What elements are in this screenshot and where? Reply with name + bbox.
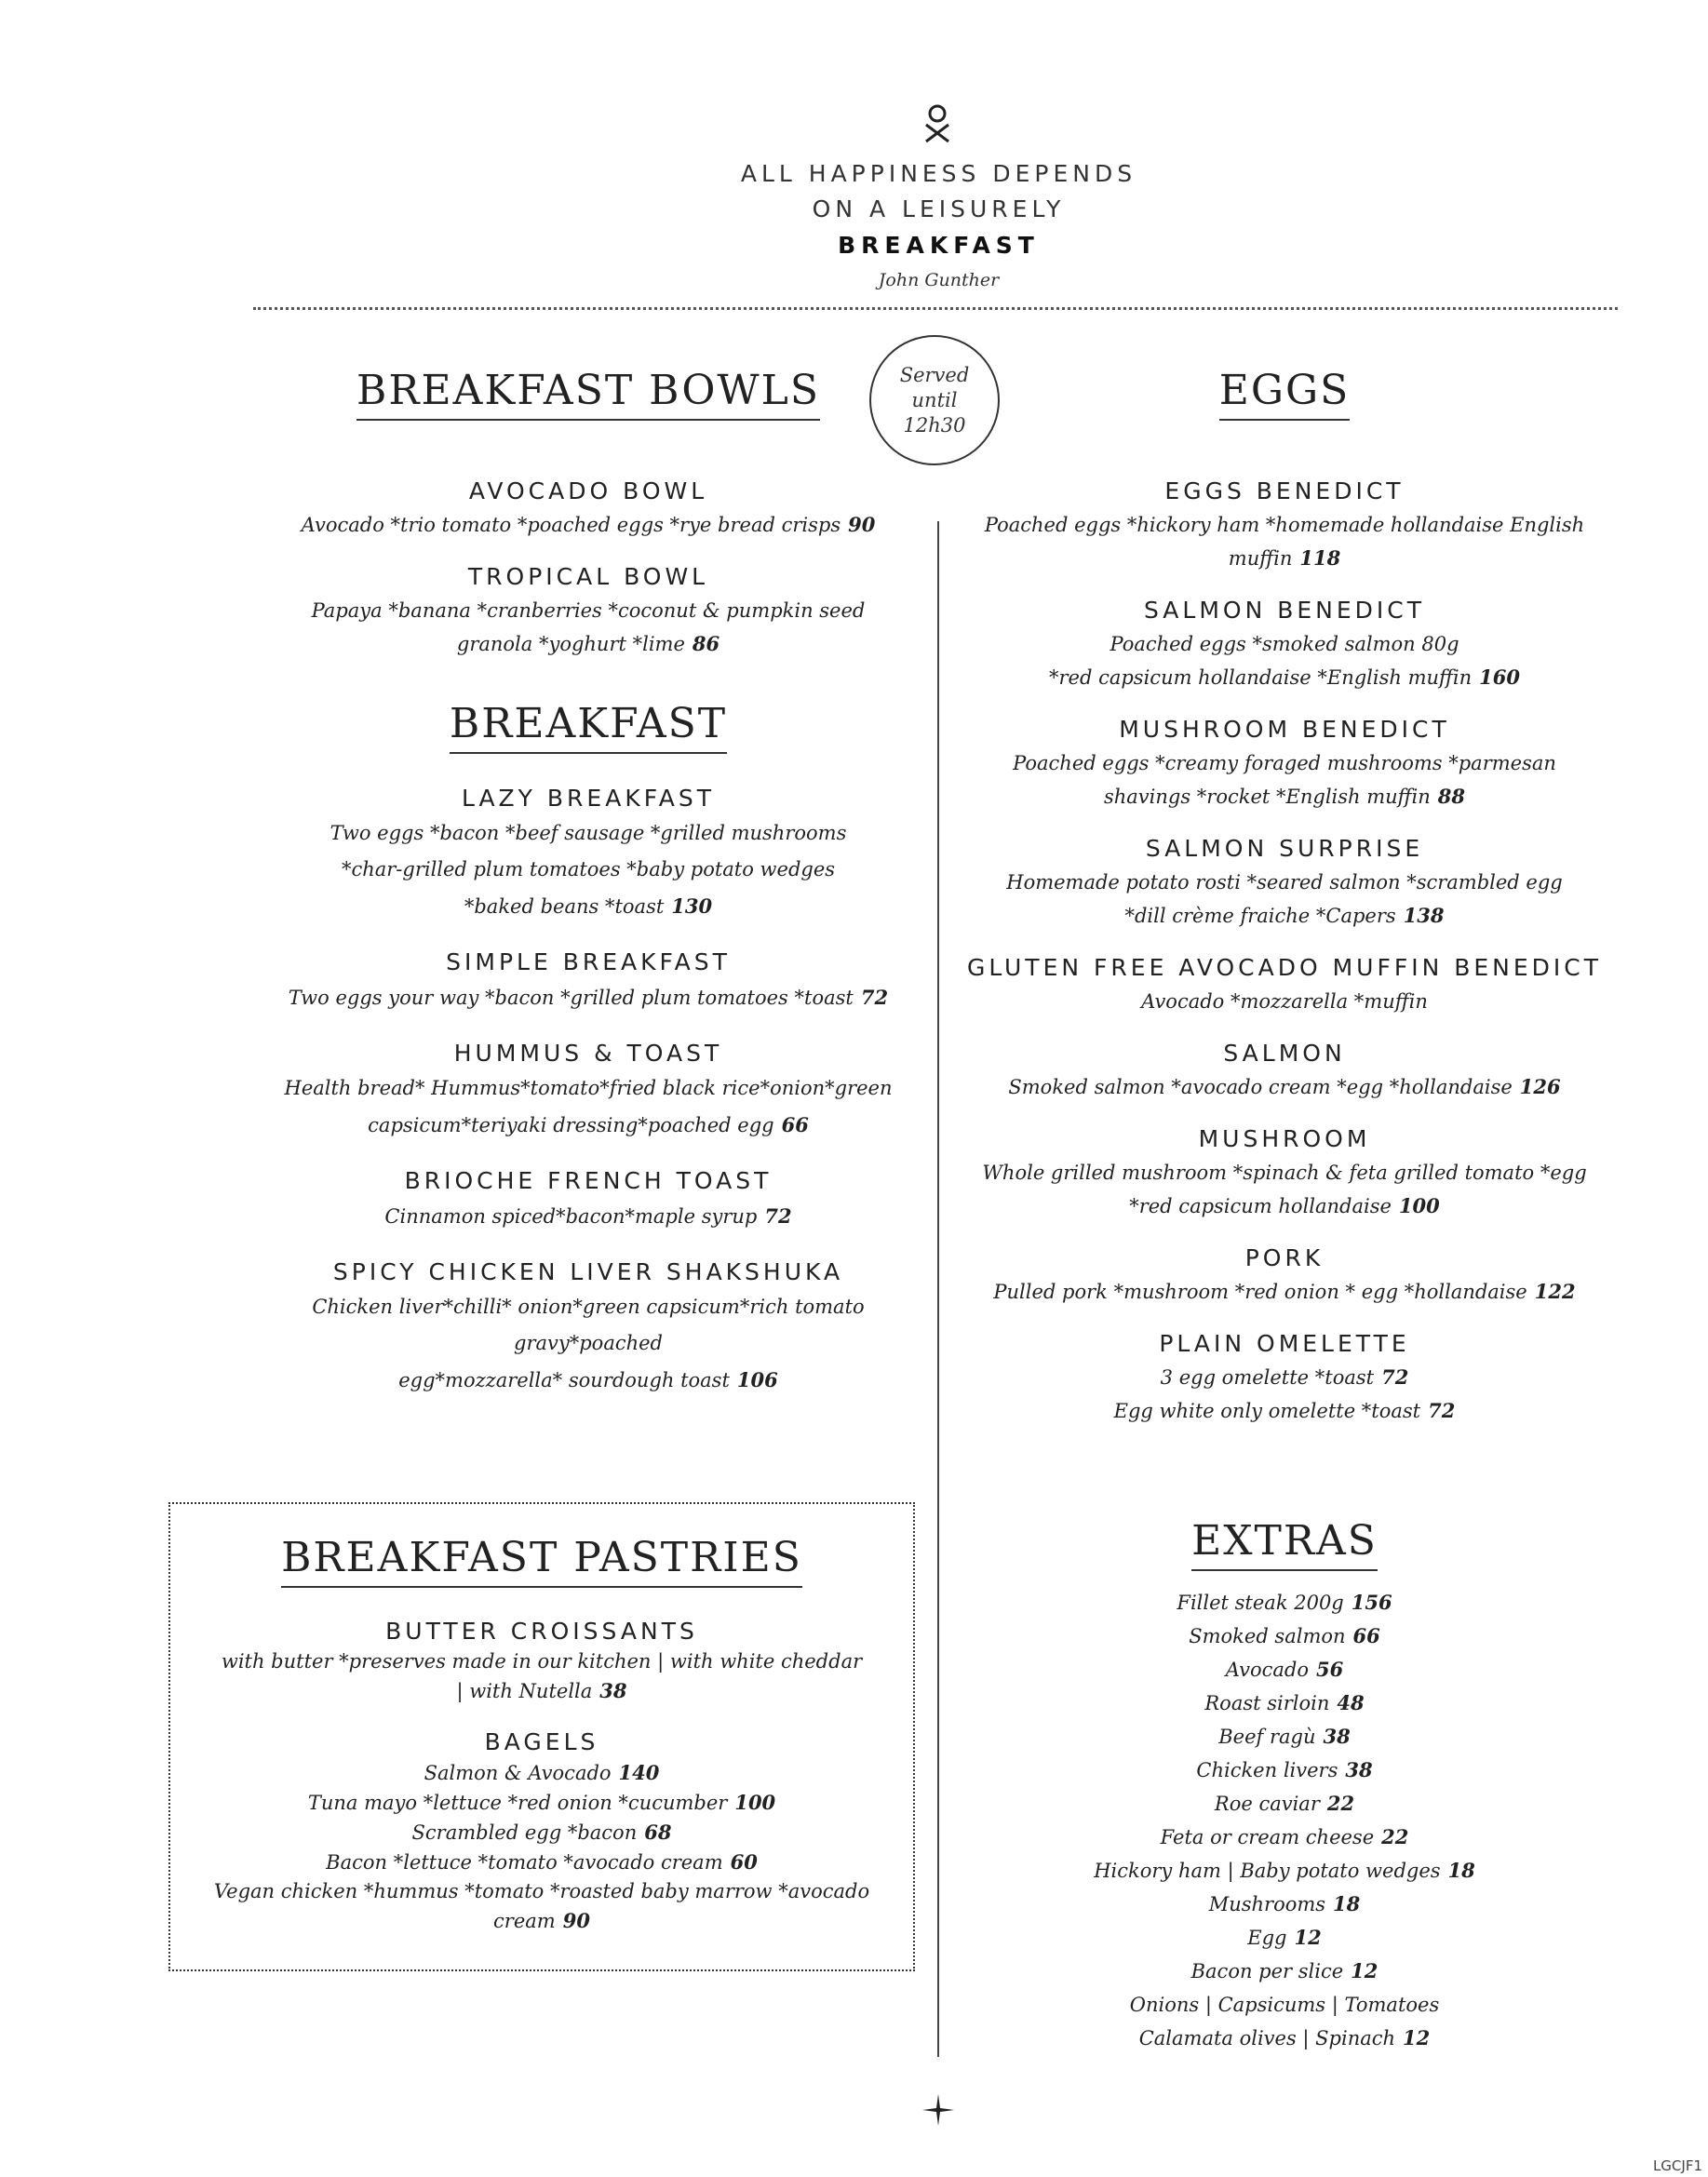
item-price: 72 xyxy=(1428,1399,1456,1422)
star-ornament-icon xyxy=(922,2094,954,2126)
extra-item: Bacon per slice 12 xyxy=(1190,1959,1379,1982)
item-price: 100 xyxy=(734,1791,776,1814)
item-price: 56 xyxy=(1315,1658,1344,1681)
pastries-list xyxy=(186,1616,897,1956)
item-price: 22 xyxy=(1381,1825,1409,1848)
item-name: SALMON SURPRISE xyxy=(1145,835,1424,862)
item-description: Egg white only omelette *toast 72 xyxy=(1113,1399,1456,1422)
item-price: 118 xyxy=(1299,546,1341,570)
item-price: 100 xyxy=(1398,1194,1440,1217)
badge-line: 12h30 xyxy=(903,413,966,437)
section-extras: EXTRAS xyxy=(949,1521,1620,1571)
badge-line: Served xyxy=(899,363,970,386)
item-description: Tuna mayo *lettuce *red onion *cucumber 100 xyxy=(307,1791,776,1814)
menu-item xyxy=(949,475,1620,575)
item-description: Papaya *banana *cranberries *coconut & pumpkin seed xyxy=(311,599,866,622)
item-description: capsicum*teriyaki dressing*poached egg 66 xyxy=(368,1113,809,1136)
item-price: 86 xyxy=(692,632,720,655)
item-name: GLUTEN FREE AVOCADO MUFFIN BENEDICT xyxy=(966,954,1603,981)
menu-item xyxy=(244,475,933,542)
item-name: SALMON xyxy=(1223,1040,1346,1067)
menu-item xyxy=(949,1037,1620,1104)
quote-line-2: ON A LEISURELY xyxy=(812,195,1066,222)
item-description: *dill crème fraiche *Capers 138 xyxy=(1124,904,1445,927)
item-description: Bacon *lettuce *tomato *avocado cream 60 xyxy=(326,1850,758,1874)
header-divider xyxy=(253,307,1618,310)
quote-line-1: ALL HAPPINESS DEPENDS xyxy=(740,160,1137,187)
item-price: 138 xyxy=(1403,904,1445,927)
extra-item: Smoked salmon 66 xyxy=(1189,1624,1380,1647)
item-description: Two eggs your way *bacon *grilled plum tomatoes *toast 72 xyxy=(288,986,889,1009)
item-description: Two eggs *bacon *beef sausage *grilled mushrooms xyxy=(329,822,847,844)
menu-item xyxy=(949,1327,1620,1428)
item-price: 38 xyxy=(1345,1758,1373,1781)
menu-item xyxy=(244,1037,933,1144)
item-description: Poached eggs *hickory ham *homemade hollandaise English muffin 118 xyxy=(984,514,1585,570)
item-description: Smoked salmon *avocado cream *egg *hollandaise 126 xyxy=(1008,1075,1561,1098)
item-description: *red capsicum hollandaise *English muffin 160 xyxy=(1049,665,1520,689)
item-price: 72 xyxy=(1381,1365,1409,1389)
item-name: MUSHROOM BENEDICT xyxy=(1119,716,1450,743)
item-description: egg*mozzarella* sourdough toast 106 xyxy=(398,1368,778,1391)
item-description: Vegan chicken *hummus *tomato *roasted baby marrow *avocado xyxy=(213,1880,870,1902)
badge-line: until xyxy=(911,388,958,411)
item-name: MUSHROOM xyxy=(1198,1125,1371,1152)
item-description: Whole grilled mushroom *spinach & feta grilled tomato *egg xyxy=(982,1162,1587,1184)
section-breakfast: BREAKFAST xyxy=(244,704,933,754)
item-price: 38 xyxy=(599,1679,627,1702)
item-price: 160 xyxy=(1479,665,1520,689)
extra-item: Avocado 56 xyxy=(1225,1658,1344,1681)
item-description: Poached eggs *creamy foraged mushrooms *parmesan xyxy=(1013,752,1556,774)
extra-item: Roast sirloin 48 xyxy=(1204,1691,1365,1714)
menu-item xyxy=(244,1164,933,1235)
item-name: PORK xyxy=(1244,1244,1325,1271)
item-price: 66 xyxy=(1352,1624,1380,1647)
extra-item: Chicken livers 38 xyxy=(1196,1758,1373,1781)
item-description: *baked beans *toast 130 xyxy=(464,894,713,918)
item-name: BAGELS xyxy=(484,1728,599,1755)
item-price: 90 xyxy=(848,513,876,536)
menu-item xyxy=(949,1122,1620,1223)
item-price: 48 xyxy=(1337,1691,1365,1714)
item-description: with butter *preserves made in our kitchen | with white cheddar xyxy=(221,1650,863,1673)
menu-item xyxy=(949,951,1620,1018)
item-description: Poached eggs *smoked salmon 80g xyxy=(1110,633,1459,655)
extra-item: Fillet steak 200g 156 xyxy=(1177,1591,1392,1614)
item-price: 18 xyxy=(1333,1892,1361,1915)
item-name: EGGS BENEDICT xyxy=(1164,477,1405,504)
item-price: 156 xyxy=(1351,1591,1392,1614)
quote-line-3: BREAKFAST xyxy=(838,232,1040,259)
menu-item xyxy=(949,1242,1620,1309)
extras-list xyxy=(1005,1586,1564,2055)
served-until-badge xyxy=(869,335,1000,465)
extra-item: Beef ragù 38 xyxy=(1218,1725,1351,1748)
section-eggs: EGGS xyxy=(949,370,1620,421)
item-price: 72 xyxy=(764,1204,792,1228)
item-price: 72 xyxy=(860,986,889,1009)
item-price: 122 xyxy=(1534,1280,1576,1303)
item-name: BRIOCHE FRENCH TOAST xyxy=(404,1167,773,1194)
menu-item xyxy=(244,782,933,925)
breakfast-bowls-list xyxy=(244,475,933,679)
item-description: Scrambled egg *bacon 68 xyxy=(411,1821,672,1844)
extra-item: Feta or cream cheese 22 xyxy=(1160,1825,1409,1848)
item-name: TROPICAL BOWL xyxy=(467,563,709,590)
item-price: 12 xyxy=(1351,1959,1379,1982)
item-description: *red capsicum hollandaise 100 xyxy=(1129,1194,1440,1217)
item-description: cream 90 xyxy=(493,1909,590,1932)
item-description: Avocado *trio tomato *poached eggs *rye bread crisps 90 xyxy=(301,513,876,536)
item-description: Health bread* Hummus*tomato*fried black rice*onion*green xyxy=(284,1077,893,1099)
section-breakfast-bowls: BREAKFAST BOWLS xyxy=(244,370,933,421)
item-description: 3 egg omelette *toast 72 xyxy=(1160,1365,1409,1389)
extra-item: Hickory ham | Baby potato wedges 18 xyxy=(1094,1859,1475,1882)
item-price: 90 xyxy=(562,1909,590,1932)
menu-item xyxy=(244,1256,933,1399)
item-name: BUTTER CROISSANTS xyxy=(385,1618,698,1645)
item-description: Homemade potato rosti *seared salmon *scrambled egg xyxy=(1006,871,1563,894)
knife-fork-logo-icon xyxy=(919,104,956,147)
breakfast-list xyxy=(244,782,933,1419)
item-price: 130 xyxy=(671,894,713,918)
menu-code: LGCJF1 xyxy=(1652,2157,1702,2174)
extra-item: Mushrooms 18 xyxy=(1208,1892,1361,1915)
section-breakfast-pastries: BREAKFAST PASTRIES xyxy=(168,1538,915,1588)
item-price: 60 xyxy=(730,1850,758,1874)
menu-item xyxy=(244,560,933,661)
menu-item xyxy=(949,832,1620,933)
column-divider xyxy=(937,521,939,2057)
item-description: Avocado *mozzarella *muffin xyxy=(1141,990,1428,1013)
menu-item xyxy=(949,713,1620,813)
menu-item xyxy=(186,1616,897,1706)
item-price: 38 xyxy=(1323,1725,1351,1748)
extra-item: Calamata olives | Spinach 12 xyxy=(1138,2026,1431,2049)
item-price: 12 xyxy=(1403,2026,1431,2049)
item-price: 106 xyxy=(736,1368,778,1391)
extra-item: Egg 12 xyxy=(1247,1926,1322,1949)
item-name: SALMON BENEDICT xyxy=(1143,597,1426,624)
item-name: PLAIN OMELETTE xyxy=(1159,1330,1410,1357)
item-description: Salmon & Avocado 140 xyxy=(424,1761,660,1784)
item-price: 88 xyxy=(1437,785,1466,808)
item-price: 22 xyxy=(1326,1792,1355,1815)
item-price: 12 xyxy=(1294,1926,1322,1949)
item-name: SPICY CHICKEN LIVER SHAKSHUKA xyxy=(332,1258,844,1285)
item-description: Cinnamon spiced*bacon*maple syrup 72 xyxy=(384,1204,792,1228)
item-description: Pulled pork *mushroom *red onion * egg *hollandaise 122 xyxy=(993,1280,1576,1303)
item-description: granola *yoghurt *lime 86 xyxy=(456,632,720,655)
eggs-list xyxy=(949,475,1620,1446)
extra-item: Onions | Capsicums | Tomatoes xyxy=(1129,1994,1440,2016)
extra-item: Roe caviar 22 xyxy=(1214,1792,1355,1815)
menu-item xyxy=(949,594,1620,694)
item-description: | with Nutella 38 xyxy=(456,1679,627,1702)
menu-item xyxy=(186,1727,897,1936)
item-description: shavings *rocket *English muffin 88 xyxy=(1103,785,1466,808)
item-name: LAZY BREAKFAST xyxy=(461,785,716,812)
item-price: 126 xyxy=(1519,1075,1561,1098)
item-price: 140 xyxy=(618,1761,660,1784)
item-price: 68 xyxy=(644,1821,672,1844)
item-price: 18 xyxy=(1447,1859,1475,1882)
quote-author: John Gunther xyxy=(878,270,1000,290)
menu-item xyxy=(244,946,933,1016)
item-price: 66 xyxy=(781,1113,809,1136)
item-description: *char-grilled plum tomatoes *baby potato wedges xyxy=(341,858,836,880)
item-name: SIMPLE BREAKFAST xyxy=(446,948,731,975)
item-name: AVOCADO BOWL xyxy=(468,477,708,504)
item-description: Chicken liver*chilli* onion*green capsicum*rich tomato gravy*poached xyxy=(312,1296,865,1354)
item-name: HUMMUS & TOAST xyxy=(453,1040,723,1067)
